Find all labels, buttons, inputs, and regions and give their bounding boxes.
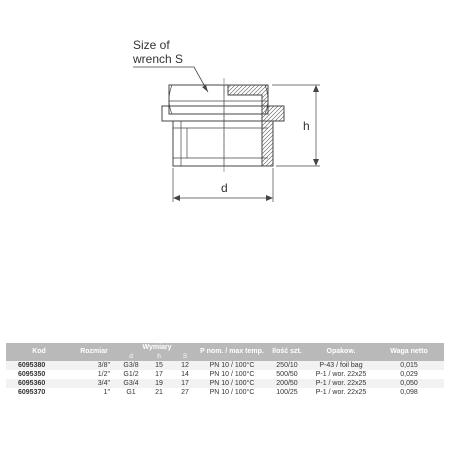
header-dimensions: Wymiary — [116, 343, 198, 353]
wrench-label-line1: Size of — [133, 38, 170, 52]
cell-h: 21 — [146, 388, 172, 397]
header-weight: Waga netto — [374, 343, 444, 361]
cell-h: 19 — [146, 379, 172, 388]
cell-weight: 0,050 — [374, 379, 444, 388]
cell-packaging: P-1 / wor. 22x25 — [308, 379, 374, 388]
specification-table — [6, 343, 444, 397]
cell-pressure: PN 10 / 100°C — [198, 379, 266, 388]
header-packaging: Opakow. — [308, 343, 374, 361]
cell-weight: 0,015 — [374, 361, 444, 370]
header-dim-s: S — [172, 353, 198, 361]
cell-quantity: 100/25 — [266, 388, 308, 397]
cell-d: G3/4 — [116, 379, 146, 388]
wrench-label-line2: wrench S — [133, 52, 184, 66]
header-code: Kod — [6, 343, 72, 361]
cell-h: 15 — [146, 361, 172, 370]
section-hatch — [228, 85, 284, 166]
cell-weight: 0,029 — [374, 370, 444, 379]
cell-quantity: 200/50 — [266, 379, 308, 388]
cell-size: 1" — [72, 388, 116, 397]
cell-h: 17 — [146, 370, 172, 379]
header-size: Rozmiar — [72, 343, 116, 361]
cell-size: 3/8" — [72, 361, 116, 370]
cell-pressure: PN 10 / 100°C — [198, 370, 266, 379]
cell-code: 6095350 — [6, 370, 72, 379]
cell-pressure: PN 10 / 100°C — [198, 361, 266, 370]
cell-code: 6095360 — [6, 379, 72, 388]
cell-s: 17 — [172, 379, 198, 388]
cell-packaging: P-43 / foil bag — [308, 361, 374, 370]
cell-packaging: P-1 / wor. 22x25 — [308, 370, 374, 379]
cell-code: 6095370 — [6, 388, 72, 397]
cell-weight: 0,098 — [374, 388, 444, 397]
cell-pressure: PN 10 / 100°C — [198, 388, 266, 397]
table-row — [6, 379, 444, 388]
cell-s: 12 — [172, 361, 198, 370]
cell-s: 27 — [172, 388, 198, 397]
cell-d: G1/2 — [116, 370, 146, 379]
cell-d: G3/8 — [116, 361, 146, 370]
cell-size: 1/2" — [72, 370, 116, 379]
cell-packaging: P-1 / wor. 22x25 — [308, 388, 374, 397]
header-quantity: Ilość szt. — [266, 343, 308, 361]
cell-code: 6095380 — [6, 361, 72, 370]
dimension-h — [272, 85, 320, 166]
dim-h-label: h — [303, 119, 310, 133]
cell-quantity: 500/50 — [266, 370, 308, 379]
header-dim-d: d — [116, 353, 146, 361]
table-row — [6, 388, 444, 397]
header-pressure: P nom. / max temp. — [198, 343, 266, 361]
table-row — [6, 361, 444, 370]
table-row — [6, 370, 444, 379]
cell-d: G1 — [116, 388, 146, 397]
cell-quantity: 250/10 — [266, 361, 308, 370]
header-dim-h: h — [146, 353, 172, 361]
dim-d-label: d — [221, 181, 228, 195]
cell-s: 14 — [172, 370, 198, 379]
cell-size: 3/4" — [72, 379, 116, 388]
